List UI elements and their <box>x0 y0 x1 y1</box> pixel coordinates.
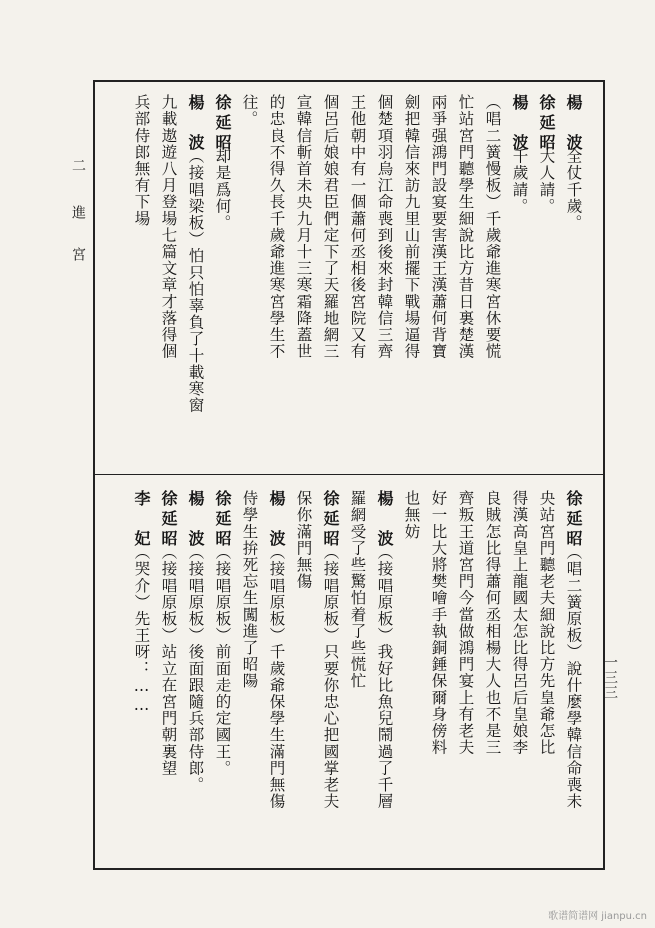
dialogue-line: 個呂后娘娘君臣們定下了天羅地網三 <box>321 94 340 360</box>
dialogue-line: （唱二簧慢板）千歲爺進寒宮休要慌 <box>483 94 502 360</box>
speaker-name: 楊 波 <box>375 490 394 550</box>
running-title: 進宮 <box>70 205 86 289</box>
dialogue-line: （接唱原板）我好比魚兒鬧過了千層 <box>375 544 394 810</box>
speaker-name: 楊 波 <box>186 490 205 550</box>
speaker-name: 楊 波 <box>564 94 583 154</box>
page-number: 一三三 <box>602 655 618 700</box>
dialogue-line: 往。 <box>240 94 259 128</box>
dialogue-line: 個楚項羽烏江命喪到後來封韓信三齊 <box>375 94 394 360</box>
dialogue-line: 良賊怎比得蕭何丞相楊大人也不是三 <box>483 490 502 756</box>
dialogue-line: 千歲請。 <box>510 148 529 215</box>
dialogue-line: 好一比大將樊噲手執銅錘保爾身傍料 <box>429 490 448 756</box>
dialogue-line: 忙站宮門聽學生細說比方昔日裏楚漢 <box>456 94 475 360</box>
dialogue-line: 侍學生拚死忘生闖進了昭陽 <box>240 490 259 690</box>
dialogue-line: 央站宮門聽老夫細說比方先皇爺怎比 <box>537 490 556 756</box>
dialogue-line: （接唱原板）後面跟隨兵部侍郎。 <box>186 544 205 793</box>
dialogue-line: （唱二簧原板）說什麼學韓信命喪未 <box>564 544 583 810</box>
section-divider <box>95 474 603 475</box>
dialogue-line: 全仗千歲。 <box>564 148 583 231</box>
dialogue-line: （接唱梁板）怕只怕辜負了十載寒窗 <box>186 148 205 414</box>
dialogue-line: （接唱原板）只要你忠心把國掌老夫 <box>321 544 340 810</box>
dialogue-line: 也無妨 <box>402 490 421 540</box>
dialogue-line: （接唱原板）前面走的定國王。 <box>213 544 232 777</box>
chapter-number: 二 <box>70 158 86 176</box>
dialogue-line: 却是爲何。 <box>213 148 232 231</box>
dialogue-line: 劍把韓信來訪九里山前擺下戰場逼得 <box>402 94 421 360</box>
dialogue-line: 王他朝中有一個蕭何丞相後宮院又有 <box>348 94 367 360</box>
dialogue-line: 保你滿門無傷 <box>294 490 313 590</box>
dialogue-line: 的忠良不得久長千歲爺進寒宮學生不 <box>267 94 286 360</box>
dialogue-line: （接唱原板）千歲爺保學生滿門無傷 <box>267 544 286 810</box>
speaker-name: 徐延昭 <box>213 94 232 154</box>
speaker-name: 徐延昭 <box>537 94 556 154</box>
dialogue-line: 兩爭强鴻門設宴要害漢王漢蕭何背寶 <box>429 94 448 360</box>
watermark: 歌谱简谱网 jianpu.cn <box>548 911 647 922</box>
text-frame <box>93 80 605 870</box>
dialogue-line: 九載遨遊八月登場七篇文章才落得個 <box>159 94 178 360</box>
dialogue-line: 大人請。 <box>537 148 556 215</box>
speaker-name: 李 妃 <box>132 490 151 550</box>
speaker-name: 楊 波 <box>186 94 205 154</box>
speaker-name: 楊 波 <box>510 94 529 154</box>
dialogue-line: 羅網受了些驚怕着了些慌忙 <box>348 490 367 690</box>
dialogue-line: 兵部侍郎無有下場 <box>132 94 151 227</box>
dialogue-line: 宣韓信斬首未央九月十三寒霜降蓋世 <box>294 94 313 360</box>
speaker-name: 徐延昭 <box>564 490 583 550</box>
dialogue-line: 得漢高皇上龍國太怎比得呂后皇娘李 <box>510 490 529 756</box>
speaker-name: 楊 波 <box>267 490 286 550</box>
speaker-name: 徐延昭 <box>159 490 178 550</box>
dialogue-line: 齊叛王道宮門今當做鴻門宴上有老夫 <box>456 490 475 756</box>
speaker-name: 徐延昭 <box>213 490 232 550</box>
dialogue-line: （哭介）先王呀：…… <box>132 544 151 715</box>
speaker-name: 徐延昭 <box>321 490 340 550</box>
dialogue-line: （接唱原板）站立在宮門朝裏望 <box>159 544 178 777</box>
